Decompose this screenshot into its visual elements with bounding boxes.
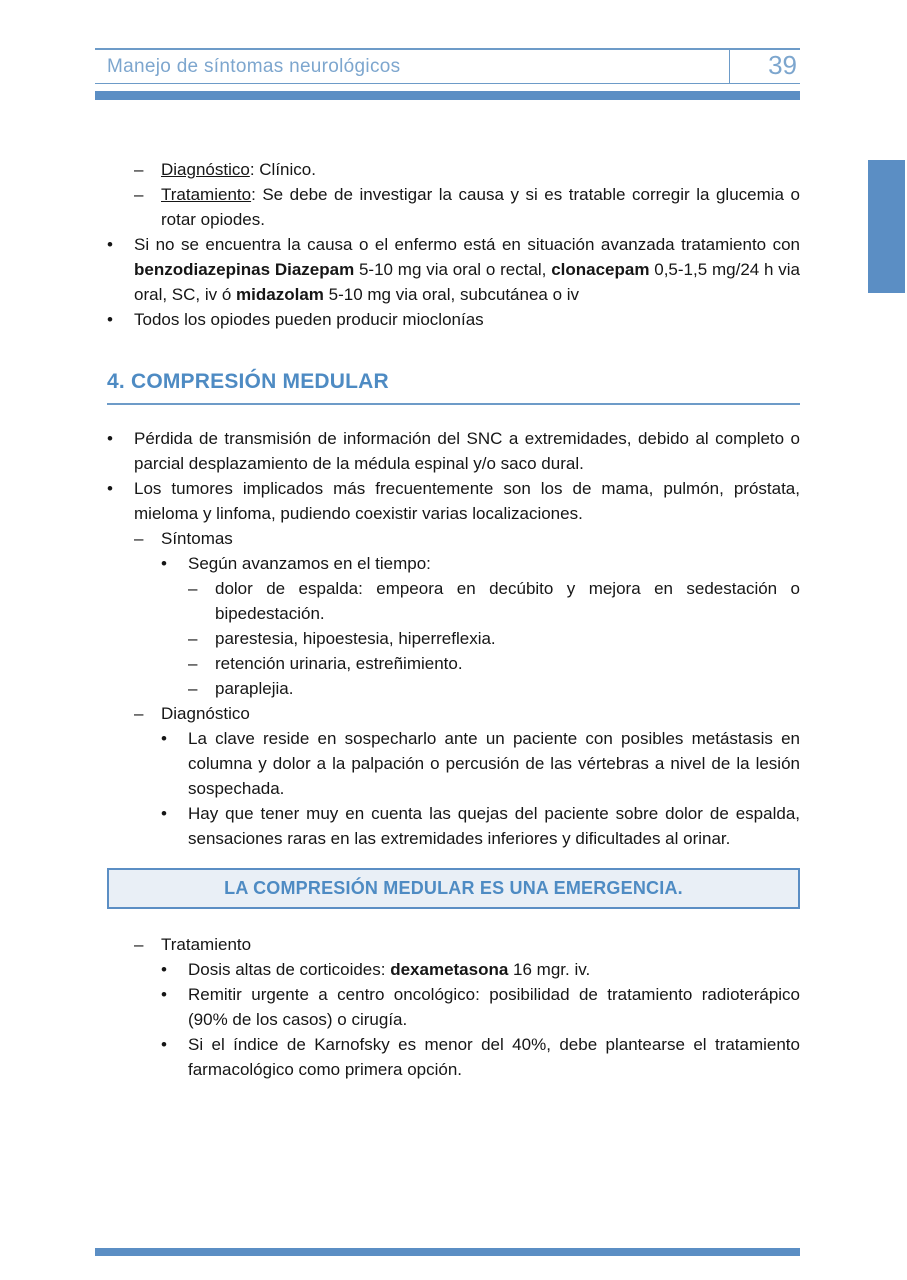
list-item-text: Según avanzamos en el tiempo: — [188, 554, 431, 573]
side-tab-marker — [868, 160, 905, 293]
drug-name-bold: midazolam — [236, 285, 324, 304]
text-run: : Se debe de investigar la causa y si es tratable corregir la glucemia o rotar opiodes. — [161, 185, 800, 229]
dash-marker: – — [188, 579, 198, 598]
dash-marker: – — [134, 935, 144, 954]
list-item-text — [161, 157, 800, 182]
list-item-parestesia — [95, 626, 800, 651]
page-header — [95, 48, 800, 100]
list-item-text: Hay que tener muy en cuenta las quejas del paciente sobre dolor de espalda, sensaciones raras en las extremidades inferiores y dificultades al orinar. — [188, 804, 800, 848]
list-item-text: Diagnóstico — [161, 704, 250, 723]
bullet-marker: • — [107, 310, 113, 329]
underlined-term: Tratamiento — [161, 185, 252, 204]
list-item-opiodes-mioclonias — [95, 307, 800, 332]
bullet-marker: • — [161, 554, 167, 573]
list-item-tratamiento-label — [95, 932, 800, 957]
dash-marker: – — [134, 704, 144, 723]
list-item-text: Remitir urgente a centro oncológico: posibilidad de tratamiento radioterápico (90% de los casos) o cirugía. — [188, 985, 800, 1029]
list-item-dolor-espalda — [95, 576, 800, 626]
bullet-marker: • — [107, 429, 113, 448]
list-item-text: Pérdida de transmisión de información del SNC a extremidades, debido al completo o parcial desplazamiento de la médula espinal y/o saco dural. — [134, 429, 800, 473]
text-run: : Clínico. — [249, 160, 316, 179]
text-run: 5-10 mg via oral, subcutánea o iv — [323, 285, 580, 304]
dash-marker: – — [134, 160, 144, 179]
text-run: 0,5-1,5 mg/24 h via oral, SC, iv ó — [134, 260, 800, 304]
list-item-quejas-paciente — [95, 801, 800, 851]
drug-name-bold: dexametasona — [390, 960, 509, 979]
list-item-text — [161, 182, 800, 232]
list-item-karnofsky — [95, 1032, 800, 1082]
list-item-text — [188, 957, 800, 982]
dash-marker: – — [188, 679, 198, 698]
list-item-diagnostico-clinico — [95, 157, 800, 182]
list-item-retencion-urinaria — [95, 651, 800, 676]
list-item-sintomas-label — [95, 526, 800, 551]
list-item-text: paraplejia. — [215, 679, 294, 698]
page-number: 39 — [729, 50, 800, 83]
bullet-marker: • — [161, 1035, 167, 1054]
bullet-marker: • — [107, 479, 113, 498]
list-item-text: Si el índice de Karnofsky es menor del 40%, debe plantearse el tratamiento farmacológico como primera opción. — [188, 1035, 800, 1079]
dash-marker: – — [134, 185, 144, 204]
header-row — [95, 48, 800, 84]
list-item-tumores-implicados — [95, 476, 800, 526]
bullet-marker: • — [107, 235, 113, 254]
list-item-text: dolor de espalda: empeora en decúbito y mejora en sedestación o bipedestación. — [215, 579, 800, 623]
list-item-text: Síntomas — [161, 529, 233, 548]
list-item-text: Tratamiento — [161, 935, 252, 954]
list-item-clave-sospecharlo — [95, 726, 800, 801]
footer-rule-bar — [95, 1248, 800, 1256]
dash-marker: – — [188, 629, 198, 648]
running-header-title: Manejo de síntomas neurológicos — [107, 56, 401, 77]
text-run: Dosis altas de corticoides: — [188, 960, 391, 979]
bullet-marker: • — [161, 729, 167, 748]
list-item-tratamiento-causa — [95, 182, 800, 232]
list-item-benzodiazepinas — [95, 232, 800, 307]
text-run: 16 mgr. iv. — [508, 960, 591, 979]
underlined-term: Diagnóstico — [161, 160, 250, 179]
bullet-marker: • — [161, 985, 167, 1004]
list-item-text: Todos los opiodes pueden producir mioclonías — [134, 310, 484, 329]
page-content — [95, 157, 800, 1082]
emergency-callout-box: LA COMPRESIÓN MEDULAR ES UNA EMERGENCIA. — [107, 868, 800, 909]
list-item-diagnostico-label — [95, 701, 800, 726]
list-item-text: parestesia, hipoestesia, hiperreflexia. — [215, 629, 496, 648]
list-item-dosis-corticoides — [95, 957, 800, 982]
bullet-marker: • — [161, 804, 167, 823]
bullet-marker: • — [161, 960, 167, 979]
list-item-paraplejia — [95, 676, 800, 701]
list-item-segun-avanzamos — [95, 551, 800, 576]
dash-marker: – — [134, 529, 144, 548]
drug-name-bold: clonacepam — [551, 260, 650, 279]
text-run: 5-10 mg via oral o rectal, — [354, 260, 552, 279]
list-item-text: retención urinaria, estreñimiento. — [215, 654, 463, 673]
list-item-text: Los tumores implicados más frecuentemente son los de mama, pulmón, próstata, mieloma y linfoma, pudiendo coexistir varias localizaciones. — [134, 479, 800, 523]
text-run: Si no se encuentra la causa o el enfermo está en situación avanzada tratamiento con — [134, 235, 800, 254]
list-item-text: La clave reside en sospecharlo ante un paciente con posibles metástasis en columna y dolor a la palpación o percusión de las vértebras a nivel de la lesión sospechada. — [188, 729, 800, 798]
dash-marker: – — [188, 654, 198, 673]
drug-name-bold: benzodiazepinas Diazepam — [134, 260, 355, 279]
list-item-remitir-urgente — [95, 982, 800, 1032]
section-heading-compresion-medular: 4. COMPRESIÓN MEDULAR — [107, 369, 800, 405]
list-item-perdida-transmision — [95, 426, 800, 476]
header-rule-bar — [95, 91, 800, 100]
list-item-text — [134, 232, 800, 307]
